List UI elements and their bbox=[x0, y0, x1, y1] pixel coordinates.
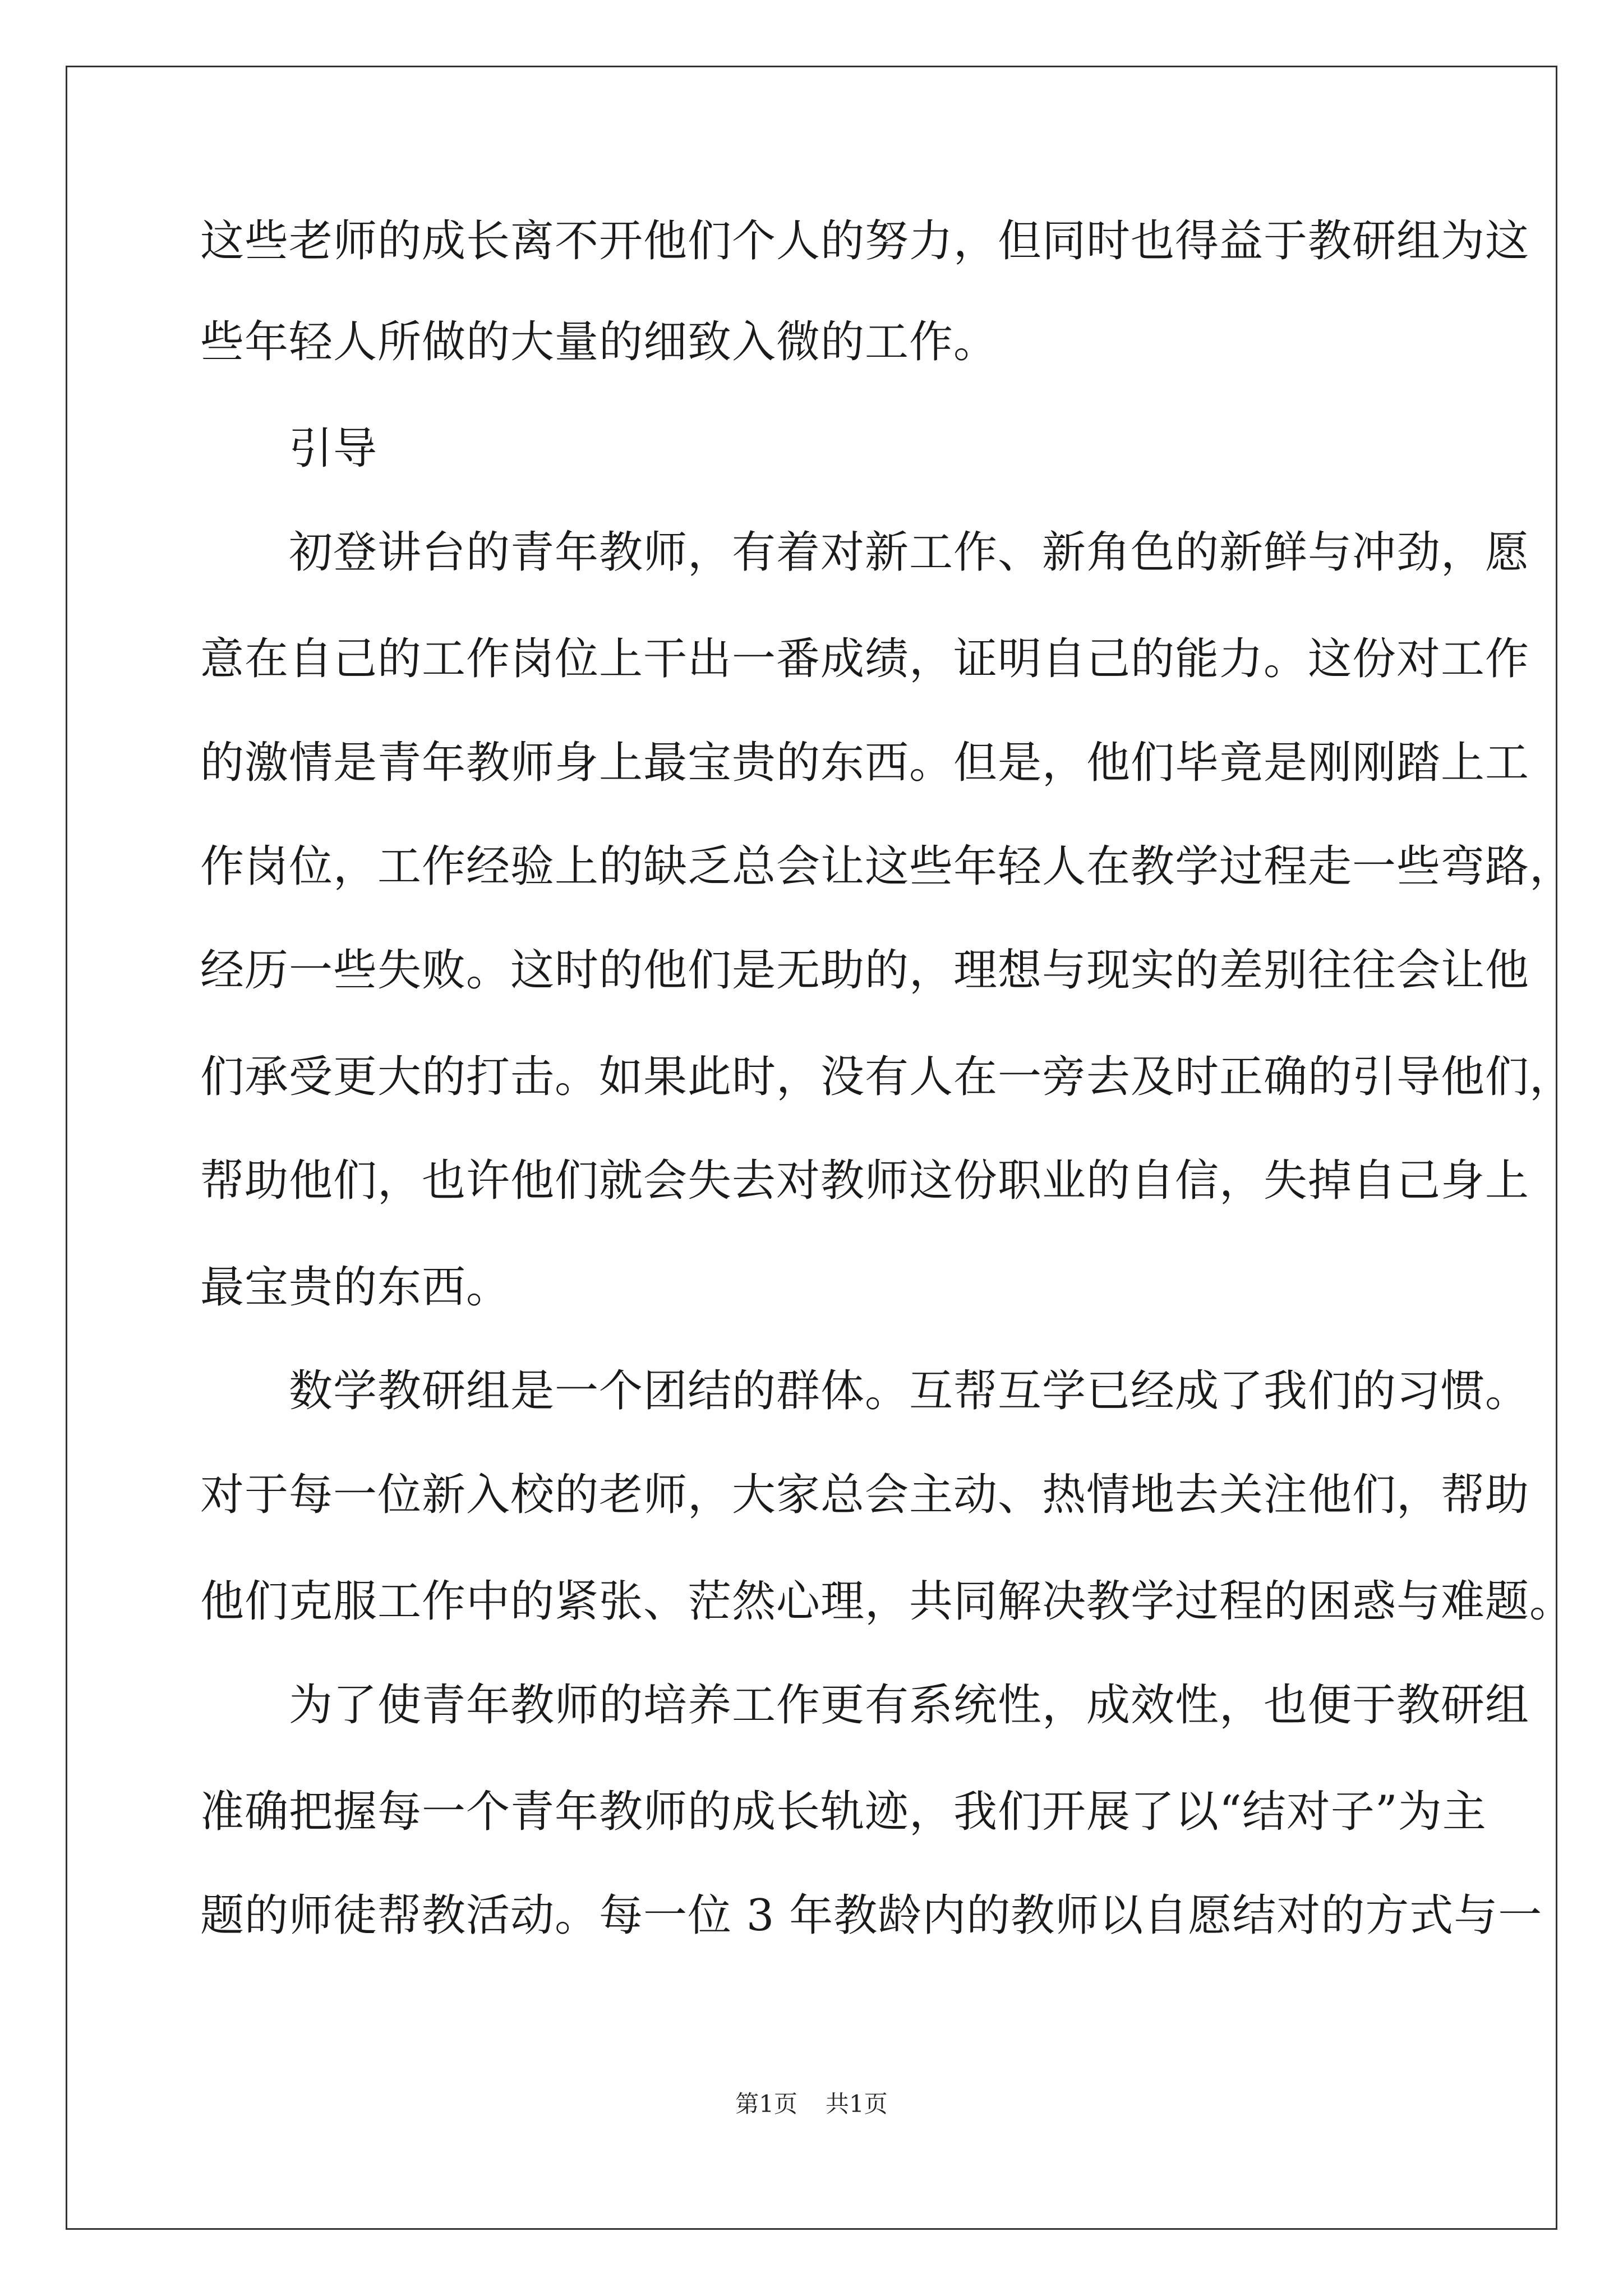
text-line: 们承受更大的打击。如果此时，没有人在一旁去及时正确的引导他们， bbox=[200, 1052, 1574, 1102]
text-line: 数学教研组是一个团结的群体。互帮互学已经成了我们的习惯。 bbox=[200, 1366, 1530, 1416]
text-line: 的激情是青年教师身上最宝贵的东西。但是，他们毕竟是刚刚踏上工 bbox=[200, 738, 1530, 788]
text-line: 准确把握每一个青年教师的成长轨迹，我们开展了以“结对子”为主 bbox=[200, 1787, 1487, 1837]
page-footer bbox=[0, 2087, 1623, 2121]
text-line: 意在自己的工作岗位上干出一番成绩，证明自己的能力。这份对工作 bbox=[200, 634, 1530, 684]
text-line: 作岗位，工作经验上的缺乏总会让这些年轻人在教学过程走一些弯路， bbox=[200, 841, 1574, 892]
text-line: 对于每一位新入校的老师，大家总会主动、热情地去关注他们，帮助 bbox=[200, 1470, 1530, 1520]
text-line: 帮助他们，也许他们就会失去对教师这份职业的自信，失掉自己身上 bbox=[200, 1156, 1530, 1206]
text-line: 最宝贵的东西。 bbox=[200, 1262, 511, 1313]
text-line: 初登讲台的青年教师，有着对新工作、新角色的新鲜与冲劲，愿 bbox=[200, 527, 1530, 578]
text-line: 他们克服工作中的紧张、茫然心理，共同解决教学过程的困惑与难题。 bbox=[200, 1576, 1574, 1627]
text-line: 为了使青年教师的培养工作更有系统性，成效性，也便于教研组 bbox=[200, 1680, 1530, 1731]
text-line: 些年轻人所做的大量的细致入微的工作。 bbox=[200, 317, 998, 367]
page-total: 共1页 bbox=[826, 2090, 888, 2118]
page-number: 第1页 bbox=[735, 2090, 797, 2118]
text-line: 这些老师的成长离不开他们个人的努力，但同时也得益于教研组为这 bbox=[200, 216, 1530, 266]
text-line: 题的师徒帮教活动。每一位 3 年教龄内的教师以自愿结对的方式与一 bbox=[200, 1890, 1543, 1941]
section-heading: 引导 bbox=[200, 424, 378, 474]
text-line: 经历一些失败。这时的他们是无助的，理想与现实的差别往往会让他 bbox=[200, 945, 1530, 996]
